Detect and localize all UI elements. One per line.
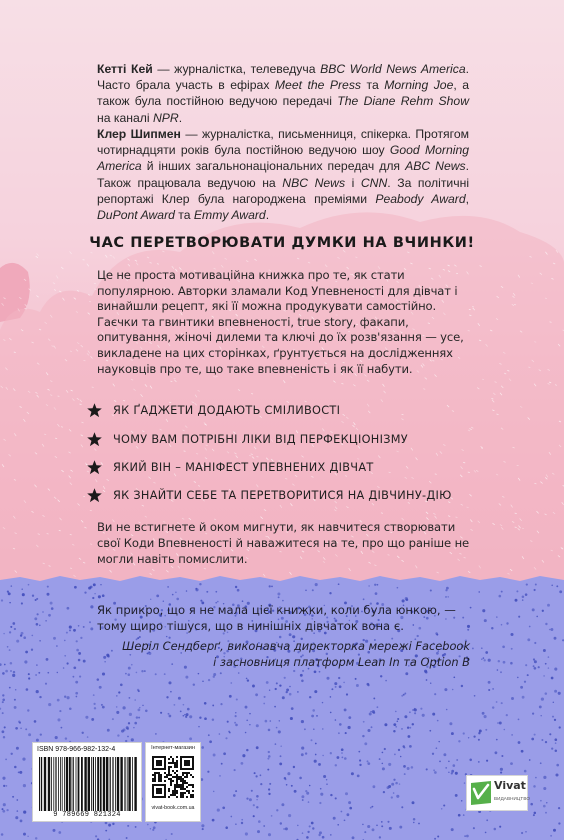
testimonial-quote: Як прикро, що я не мала цієї книжки, коли була юнкою, — тому щиро тішуся, що в нинішніх дівчаток вона є. (97, 603, 456, 633)
bullet-item (86, 399, 340, 421)
book-description: Це не проста мотиваційна книжка про те, як стати популярною. Авторки зламали Код Упевненості для дівчат і винайшли рецепт, які її можна продукувати самостійно. Гаєчки та гвинтики впевненості, true story, факапи, опитування, жіночі дилеми та ключі до їх розв'язання — усе, викладене на цих сторінках, ґрунтується на дослідженнях науковців про те, що таке впевненість і як її набути. (97, 268, 464, 376)
bio-text: . Часто брала участь в ефірах (97, 62, 469, 93)
bio-text: і (345, 175, 361, 190)
bio-text: та (174, 208, 194, 223)
bullet-text: ЯКИЙ ВІН – МАНІФЕСТ УПЕВНЕНИХ ДІВЧАТ (113, 460, 374, 474)
bullet-item (86, 428, 408, 450)
bio-text: . (265, 208, 270, 223)
bio-text: — журналістка, телеведуча (152, 62, 321, 76)
show-title: ABC News (405, 159, 466, 174)
qr-code-panel (145, 742, 201, 822)
qr-url: vivat-book.com.ua (151, 805, 195, 811)
bullet-item (86, 484, 452, 506)
barcode-image (37, 757, 137, 811)
bio-text: . (178, 110, 183, 125)
bullet-item (86, 456, 374, 478)
award-title: Peabody Award (375, 191, 466, 206)
show-title: CNN (360, 175, 388, 190)
publisher-logo (466, 775, 531, 811)
publisher-subtitle: ВИДАВНИЦТВО (494, 796, 531, 801)
star-icon (86, 487, 103, 504)
show-title: Meet the Press (274, 78, 362, 93)
star-icon (86, 402, 103, 419)
show-title: Morning Joe (384, 78, 454, 93)
award-title: DuPont Award (97, 208, 175, 223)
bio-text: . За політичні репортажі Клер була нагороджена преміями (97, 175, 470, 206)
bio-text: й інших загальнонаціональних передач для (141, 159, 406, 174)
isbn-barcode-panel (32, 742, 142, 822)
star-icon (86, 459, 103, 476)
bio-text: на каналі (97, 110, 153, 125)
attribution-line: Шеріл Сендберґ, виконавча директорка мережі Facebook (122, 639, 470, 653)
show-title: Good Morning America (97, 143, 470, 174)
star-icon (86, 431, 103, 448)
isbn-number: ISBN 978-966-982-132-4 (37, 746, 116, 753)
author-name: Клер Шипмен (97, 127, 181, 141)
show-title: NBC News (282, 175, 346, 190)
testimonial-attribution (120, 638, 470, 670)
bullet-text: ЧОМУ ВАМ ПОТРІБНІ ЛІКИ ВІД ПЕРФЕКЦІОНІЗМУ (113, 432, 408, 446)
slogan-heading: ЧАС ПЕРЕТВОРЮВАТИ ДУМКИ НА ВЧИНКИ! (89, 235, 475, 251)
show-title: BBC World News America (320, 62, 466, 76)
award-title: Emmy Award (193, 208, 266, 223)
author-name: Кетті Кей (97, 62, 153, 76)
bio-text: , а також була постійною ведучою передачі (97, 78, 469, 109)
bio-text: — журналістка, письменниця, спікерка. Протягом чотирнадцяти років була постійною ведучою шоу (97, 127, 469, 158)
bio-text: та (361, 78, 385, 93)
show-title: NPR (153, 110, 179, 125)
author-bio-katty (97, 61, 469, 126)
publisher-name: Vivat (494, 779, 526, 792)
bullet-text: ЯК ҐАДЖЕТИ ДОДАЮТЬ СМІЛИВОСТІ (113, 403, 341, 417)
bio-text: , (465, 191, 469, 206)
barcode-digits: 9 789669 821324 (53, 811, 121, 819)
show-title: The Diane Rehm Show (337, 94, 470, 109)
closing-paragraph: Ви не встигнете й оком мигнути, як навчитеся створювати свої Коди Впевненості й наважитеся на те, про що раніше не могли навіть помислити. (97, 520, 470, 566)
attribution-line: і засновниця платформ Lean In та Option B (213, 655, 470, 669)
vivat-logo-mark-icon (470, 780, 492, 806)
qr-label: Інтернет-магазин (151, 745, 195, 751)
bullet-text: ЯК ЗНАЙТИ СЕБЕ ТА ПЕРЕТВОРИТИСЯ НА ДІВЧИНУ-ДІЮ (113, 488, 452, 502)
bio-text: . Також працювала ведучою на (97, 159, 470, 190)
qr-code-image[interactable] (152, 756, 194, 798)
author-bio-claire (97, 126, 469, 223)
